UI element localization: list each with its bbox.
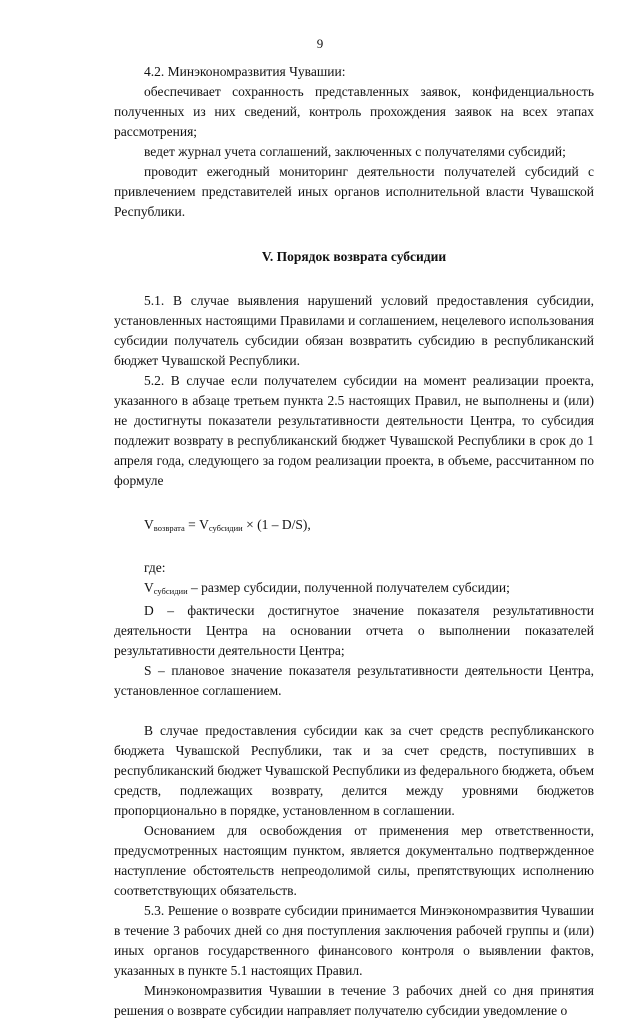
formula-sub-subsidy: субсидии: [208, 523, 243, 533]
formula-v2: V: [199, 517, 209, 532]
document-body: [114, 62, 594, 1021]
paragraph-4-2: 4.2. Минэкономразвития Чувашии:: [144, 64, 346, 79]
def-v-sub: субсидии: [153, 586, 188, 596]
paragraph-5-2: 5.2. В случае если получателем субсидии на момент реализации проекта, указанного в абзаце третьем пункта 2.5 настоящих Правил, не выполнены и (или) не достигнуты показатели результативности деятельности Центра, то субсидия подлежит возврату в республиканский бюджет Чувашской Республики в срок до 1 апреля года, следующего за годом реализации проекта, в объеме, рассчитанном по формуле: [114, 373, 594, 488]
paragraph-monitoring: проводит ежегодный мониторинг деятельности получателей субсидий с привлечением представителей иных органов исполнительной власти Чувашской Республики.: [114, 164, 594, 219]
definition-d: D – фактически достигнутое значение показателя результативности деятельности Центра на основании отчета о выполнении показателей результативности деятельности Центра;: [114, 603, 594, 658]
formula-rest: × (1 – D/S),: [242, 517, 311, 532]
page-number: 9: [316, 36, 324, 51]
formula-sub-return: возврата: [153, 523, 185, 533]
definition-v: [114, 578, 594, 601]
def-v-symbol: V: [144, 580, 154, 595]
paragraph-confidentiality: обеспечивает сохранность представленных заявок, конфиденциальность полученных из них сведений, контроль прохождения заявок на всех этапах рассмотрения;: [114, 84, 594, 139]
section-heading: V. Порядок возврата субсидии: [261, 249, 447, 264]
where-label: где:: [144, 560, 166, 575]
paragraph-journal: ведет журнал учета соглашений, заключенных с получателями субсидий;: [144, 144, 566, 159]
spacer: [114, 701, 594, 721]
definition-s: S – плановое значение показателя результативности деятельности Центра, установленное соглашением.: [114, 663, 594, 698]
paragraph-force-majeure: Основанием для освобождения от применения мер ответственности, предусмотренных настоящим пунктом, является документально подтвержденное наступление обстоятельств непреодолимой силы, препятствующих исполнению соответствующих обязательств.: [114, 823, 594, 898]
paragraph-budget-split: В случае предоставления субсидии как за счет средств республиканского бюджета Чувашской Республики, так и за счет средств, поступивших в республиканский бюджет Чувашской Республики из федерального бюджета, объем средств, подлежащих возврату, делится между уровнями бюджетов пропорционально в порядке, установленном в соглашении.: [114, 723, 594, 818]
paragraph-notice: Минэкономразвития Чувашии в течение 3 рабочих дней со дня принятия решения о возврате субсидии направляет получателю субсидии уведомление о: [114, 983, 594, 1018]
return-formula: [144, 515, 594, 538]
formula-equals: =: [184, 517, 200, 532]
paragraph-5-3: 5.3. Решение о возврате субсидии принимается Минэкономразвития Чувашии в течение 3 рабочих дней со дня поступления заключения рабочей группы и (или) иных органов государственного финансового контроля о выявлении фактов, указанных в пункте 5.1 настоящих Правил.: [114, 903, 594, 978]
paragraph-5-1: 5.1. В случае выявления нарушений условий предоставления субсидии, установленных настоящими Правилами и соглашением, нецелевого использования субсидии получатель субсидии обязан возвратить субсидию в республиканский бюджет Чувашской Республики.: [114, 293, 594, 368]
formula-v1: V: [144, 517, 154, 532]
def-v-text: – размер субсидии, полученной получателем субсидии;: [187, 580, 510, 595]
